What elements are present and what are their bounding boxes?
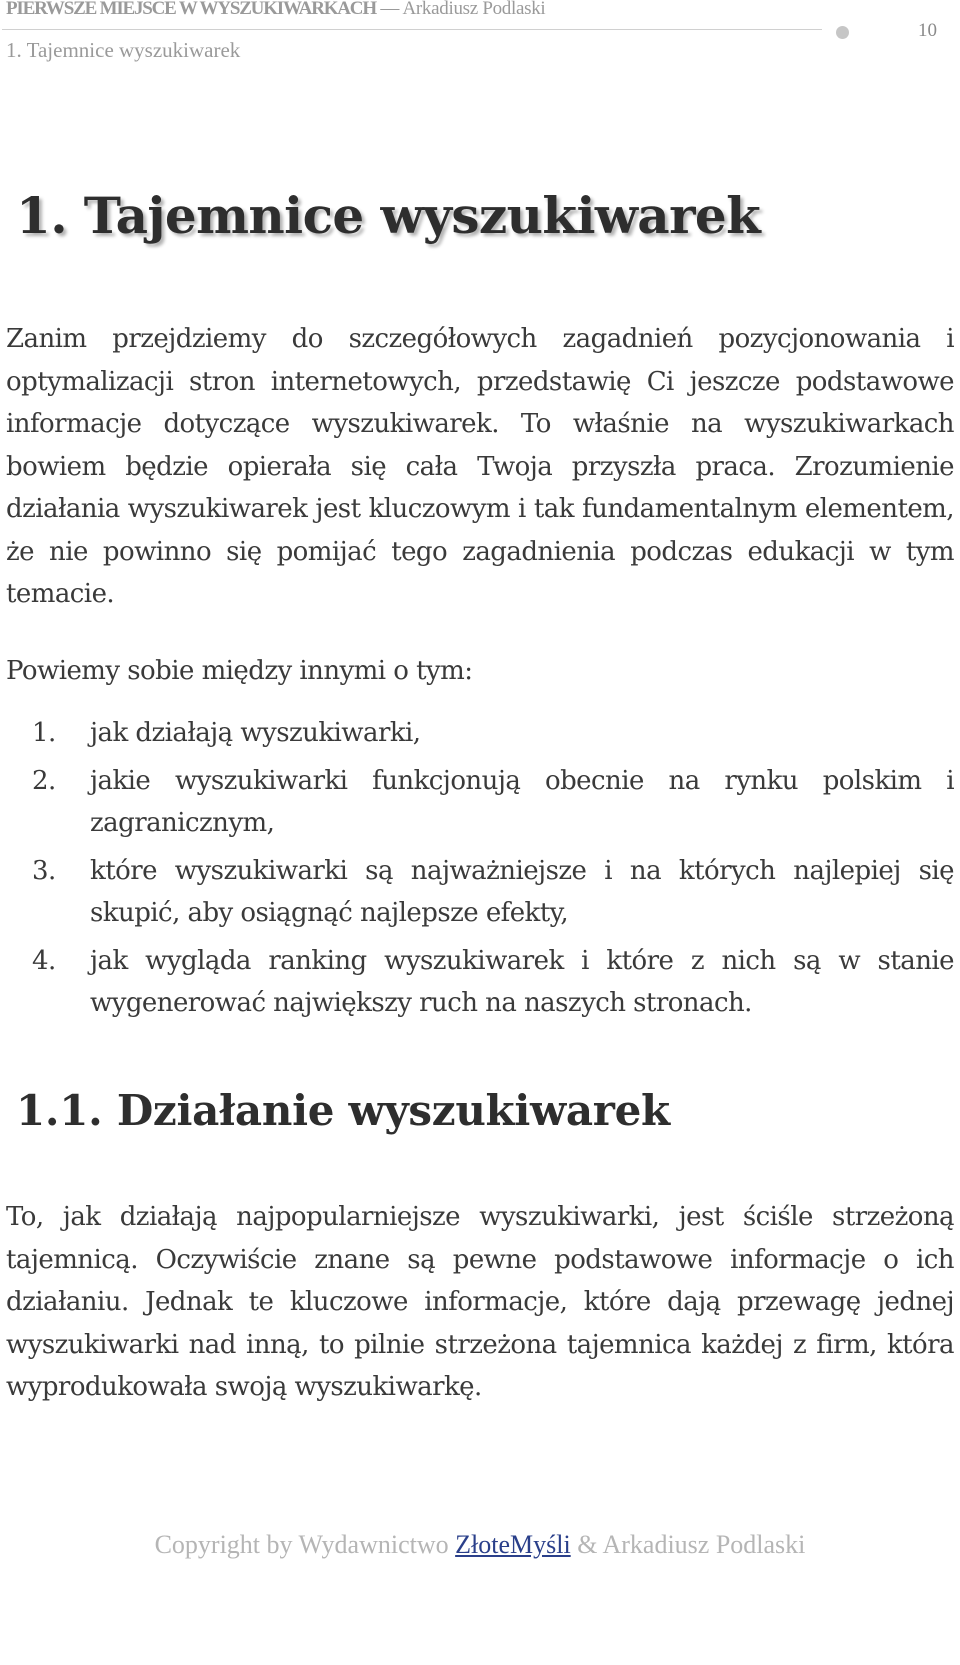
list-item-number: 4. [32,945,56,976]
list-item [6,760,954,845]
running-header [6,0,545,20]
publisher-link[interactable]: ZłoteMyśli [455,1530,571,1559]
chapter-reference: 1. Tajemnice wyszukiwarek [6,38,241,62]
page-number: 10 [918,20,937,41]
header-dot-icon [836,26,849,39]
copyright-suffix: & Arkadiusz Podlaski [570,1530,806,1559]
topics-list [6,712,954,1030]
list-item-number: 2. [32,765,56,796]
book-title: PIERWSZE MIEJSCE W WYSZUKIWARKACH [6,0,376,19]
section-title: 1.1. Działanie wyszukiwarek [16,1086,670,1135]
intro-paragraph: Zanim przejdziemy do szczegółowych zagadnień pozycjonowania i optymalizacji stron internetowych, przedstawię Ci jeszcze podstawowe informacje dotyczące wyszukiwarek. To właśnie na wyszukiwarkach bowiem będzie opierała się cała Twoja przyszła praca. Zrozumienie działania wyszukiwarek jest kluczowym i tak fundamentalnym elementem, że nie powinno się pomijać tego zagadnienia podczas edukacji w tym temacie. [6,324,954,609]
header-rule [2,29,822,30]
page-header [0,0,960,70]
list-item [6,712,954,755]
list-item-text: które wyszukiwarki są najważniejsze i na których najlepiej się skupić, aby osiągnąć najlepsze efekty, [90,855,954,928]
list-item-number: 3. [32,855,56,886]
chapter-title: 1. Tajemnice wyszukiwarek [16,186,761,245]
section-paragraph: To, jak działają najpopularniejsze wyszukiwarki, jest ściśle strzeżoną tajemnicą. Oczywiście znane są pewne podstawowe informacje o ich działaniu. Jednak te kluczowe informacje, które dają przewagę jednej wyszukiwarki nad inną, to pilnie strzeżona tajemnica każdej z firm, która wyprodukowała swoją wyszukiwarkę. [6,1202,954,1402]
list-item [6,940,954,1025]
list-lead: Powiemy sobie między innymi o tym: [6,656,473,686]
list-item-text: jak działają wyszukiwarki, [90,718,421,748]
page-footer [0,1530,960,1560]
list-item-text: jak wygląda ranking wyszukiwarek i które z nich są w stanie wygenerować największy ruch na naszych stronach. [90,945,954,1018]
header-author: Arkadiusz Podlaski [402,0,546,19]
list-item-text: jakie wyszukiwarki funkcjonują obecnie na rynku polskim i zagranicznym, [90,765,954,838]
list-item-number: 1. [32,718,56,748]
list-item [6,850,954,935]
header-separator: — [380,0,400,19]
copyright-prefix: Copyright by Wydawnictwo [154,1530,456,1559]
